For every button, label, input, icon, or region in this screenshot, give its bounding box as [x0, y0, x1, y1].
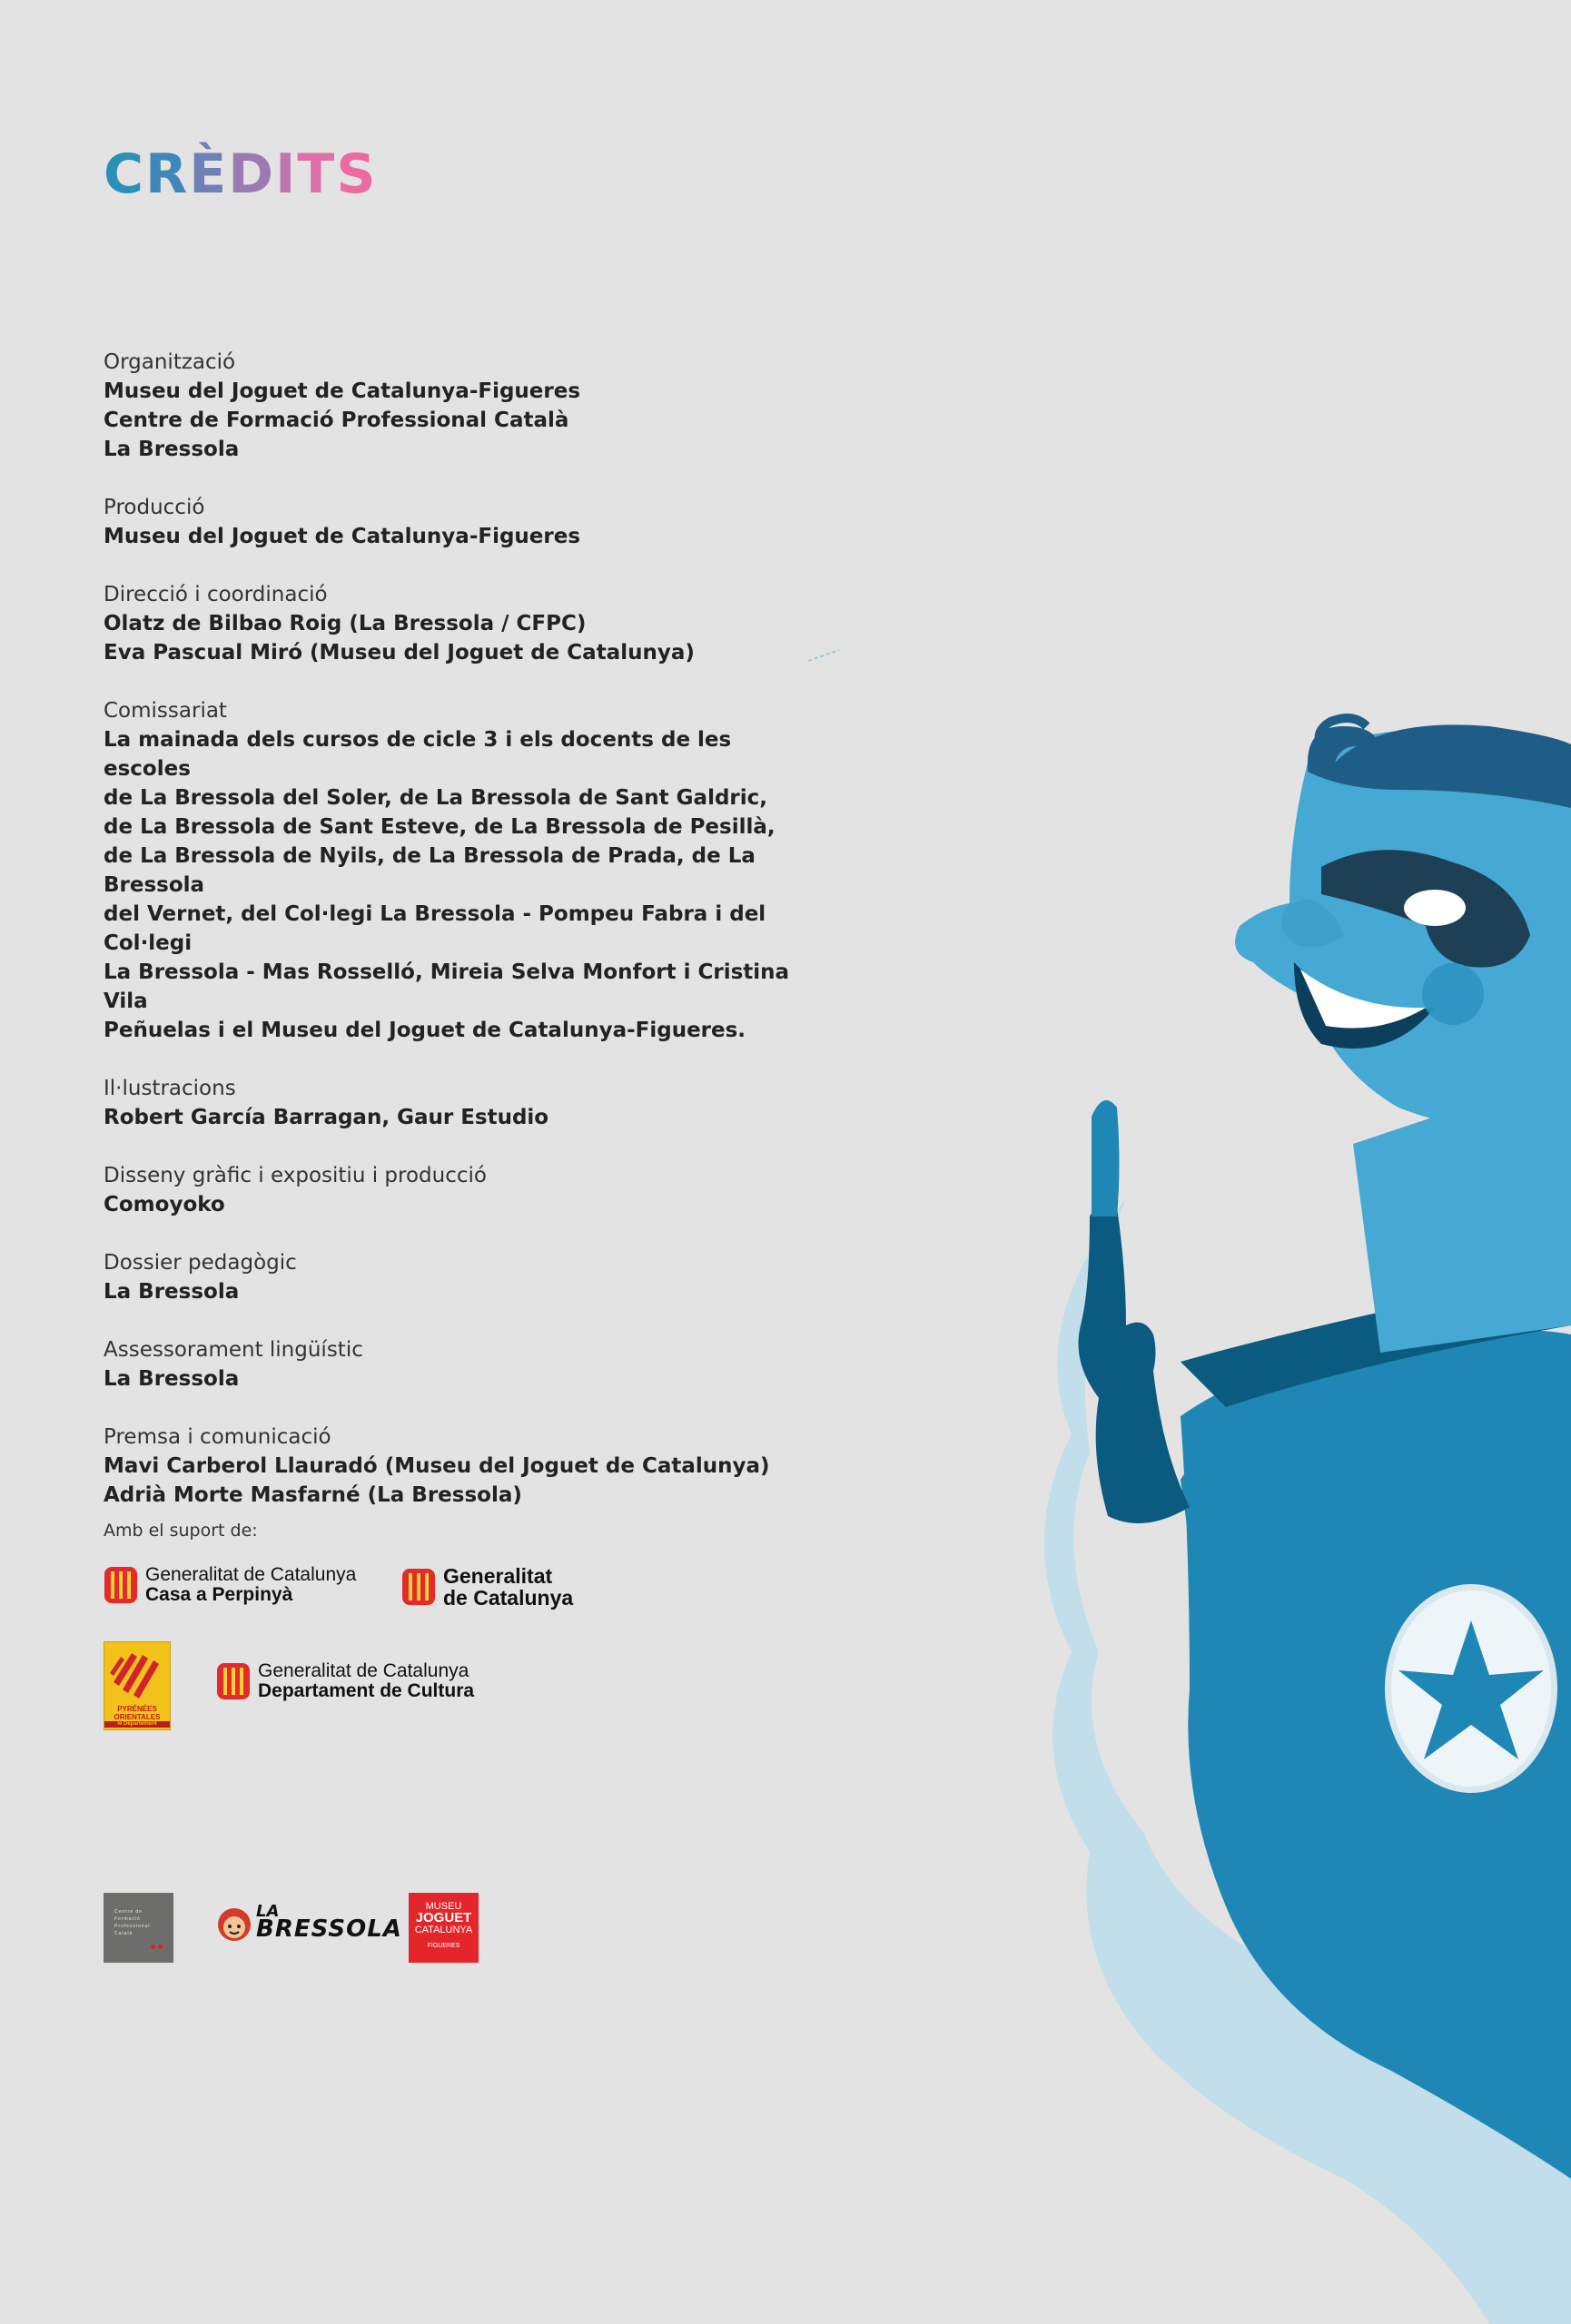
credit-section — [104, 1423, 794, 1510]
credit-line: Robert García Barragan, Gaur Estudio — [104, 1106, 549, 1129]
credit-line: Comoyoko — [104, 1193, 225, 1216]
logo-line: Català — [114, 1931, 133, 1936]
credit-line: Adrià Morte Masfarné (La Bressola) — [104, 1483, 522, 1507]
credit-label: Assessorament lingüístic — [104, 1338, 363, 1362]
credit-section — [104, 1335, 794, 1393]
logo-line: Generalitat — [443, 1564, 553, 1588]
generalitat-cultura-logo — [216, 1661, 474, 1701]
logo-line: CATALUNYA — [414, 1925, 473, 1935]
la-bressola-logo — [214, 1903, 402, 1943]
page-title — [104, 143, 378, 206]
credit-section — [104, 696, 794, 1045]
credit-label: Il·lustracions — [104, 1077, 236, 1100]
generalitat-emblem-icon — [104, 1566, 138, 1604]
title-letter: È — [189, 143, 229, 206]
cfpc-logo — [104, 1893, 173, 1963]
title-letter: D — [228, 143, 276, 206]
credit-section — [104, 1074, 794, 1132]
credit-line: La Bressola — [104, 1367, 240, 1391]
logo-line: JOGUET — [415, 1910, 472, 1925]
logo-line: FIGUERES — [427, 1943, 460, 1949]
credit-label: Producció — [104, 496, 205, 519]
title-letter: S — [336, 143, 378, 206]
generalitat-emblem-icon — [216, 1662, 251, 1700]
logo-line: MUSEU — [425, 1901, 462, 1912]
logo-line: Departament de Cultura — [258, 1680, 475, 1702]
credit-label: Comissariat — [104, 699, 227, 723]
logo-line: Professional — [114, 1924, 151, 1929]
credit-line: Mavi Carberol Llauradó (Museu del Joguet de Catalunya) — [104, 1454, 770, 1478]
logo-line: Formació — [114, 1916, 141, 1922]
credit-line: de La Bressola del Soler, de La Bressola de Sant Galdric, — [104, 786, 768, 810]
credit-line: La Bressola — [104, 438, 240, 461]
cfpc-dots-icon — [151, 1945, 155, 1949]
logo-line: ORIENTALES — [114, 1713, 161, 1721]
credit-line: del Vernet, del Col·legi La Bressola - Pompeu Fabra i del Col·legi — [104, 902, 766, 955]
generalitat-casa-perpinya-logo — [104, 1565, 356, 1605]
credit-line: La Bressola — [104, 1280, 240, 1304]
museu-joguet-logo — [409, 1893, 479, 1963]
credit-label: Dossier pedagògic — [104, 1251, 297, 1275]
credit-section — [104, 348, 794, 464]
credit-line: Eva Pascual Miró (Museu del Joguet de Catalunya) — [104, 641, 695, 665]
logo-line: Casa a Perpinyà — [145, 1584, 293, 1606]
credit-line: Museu del Joguet de Catalunya-Figueres — [104, 379, 581, 403]
credits-list — [104, 348, 794, 1539]
logo-line: BRESSOLA — [256, 1915, 402, 1944]
logo-line: Generalitat de Catalunya — [145, 1564, 357, 1585]
credit-section — [104, 580, 794, 667]
credit-line: de La Bressola de Sant Esteve, de La Bressola de Pesillà, — [104, 815, 776, 839]
superhero-illustration — [799, 635, 1571, 2324]
logo-line: LA — [256, 1902, 280, 1922]
credit-section — [104, 1161, 794, 1219]
credit-line: Olatz de Bilbao Roig (La Bressola / CFPC) — [104, 612, 587, 635]
logo-line: le Département — [104, 1721, 170, 1728]
title-letter: R — [145, 143, 190, 206]
credit-section — [104, 1248, 794, 1306]
title-letter: C — [104, 143, 146, 206]
title-letter: T — [297, 143, 337, 206]
credit-label: Disseny gràfic i expositiu i producció — [104, 1164, 487, 1187]
logo-line: de Catalunya — [443, 1586, 574, 1610]
credit-label: Premsa i comunicació — [104, 1425, 331, 1449]
support-label: Amb el suport de: — [104, 1521, 258, 1541]
credit-line: Peñuelas i el Museu del Joguet de Catalunya-Figueres. — [104, 1019, 746, 1042]
credit-section — [104, 493, 794, 551]
generalitat-logo — [401, 1565, 573, 1609]
bressola-face-icon — [214, 1903, 254, 1943]
credit-line: La mainada dels cursos de cicle 3 i els docents de les escoles — [104, 728, 732, 781]
credit-line: La Bressola - Mas Rosselló, Mireia Selva Monfort i Cristina Vila — [104, 960, 790, 1013]
credit-line: Museu del Joguet de Catalunya-Figueres — [104, 525, 581, 548]
title-letter: I — [275, 143, 298, 206]
logo-line: Centre de — [114, 1909, 143, 1915]
credit-label: Organització — [104, 350, 236, 374]
pyrenees-orientales-logo — [104, 1641, 171, 1730]
credit-line: de La Bressola de Nyils, de La Bressola de Prada, de La Bressola — [104, 844, 756, 897]
logo-line: PYRÉNÉES — [117, 1705, 157, 1713]
pyrenees-stripes-icon — [104, 1646, 170, 1702]
generalitat-emblem-icon — [401, 1568, 436, 1606]
credit-line: Centre de Formació Professional Català — [104, 409, 569, 432]
logo-line: Generalitat de Catalunya — [258, 1660, 469, 1681]
credit-label: Direcció i coordinació — [104, 583, 328, 606]
